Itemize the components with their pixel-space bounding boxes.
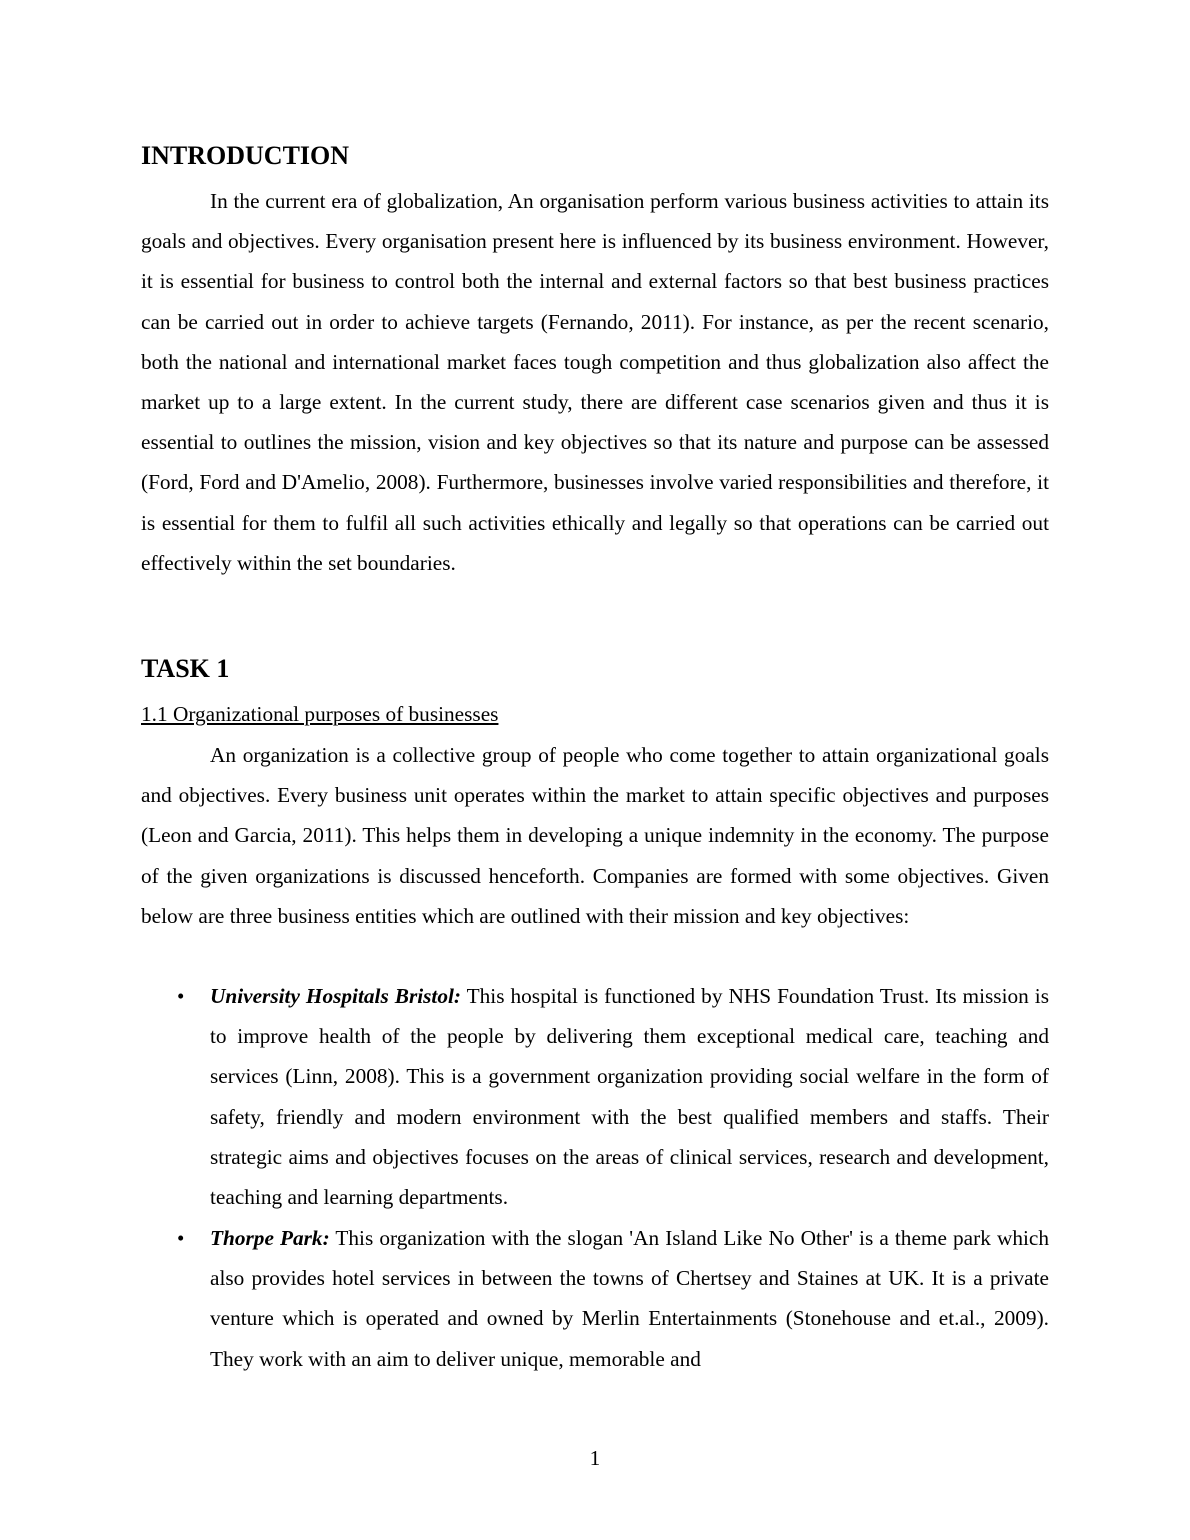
bullet-dot-icon: •	[177, 1226, 185, 1250]
bullet-university-hospitals-bristol	[177, 976, 1049, 1217]
bullet-text: This hospital is functioned by NHS Foundation Trust. Its mission is to improve health of the people by delivering them exceptional medical care, teaching and services (Linn, 2008). This is a government organization providing social welfare in the form of safety, friendly and modern environment with the best qualified members and staffs. Their strategic aims and objectives focuses on the areas of clinical services, research and development, teaching and learning departments.	[210, 984, 1049, 1210]
introduction-heading: INTRODUCTION	[141, 141, 350, 170]
task1-paragraph: An organization is a collective group of people who come together to attain organizational goals and objectives. Every business unit operates within the market to attain specific objectives and purposes (Leon and Garcia, 2011). This helps them in developing a unique indemnity in the economy. The purpose of the given organizations is discussed henceforth. Companies are formed with some objectives. Given below are three business entities which are outlined with their mission and key objectives:	[141, 743, 1049, 928]
bullet-text: This organization with the slogan 'An Island Like No Other' is a theme park which also provides hotel services in between the towns of Chertsey and Staines at UK. It is a private venture which is operated and owned by Merlin Entertainments (Stonehouse and et.al., 2009). They work with an aim to deliver unique, memorable and	[210, 1226, 1049, 1371]
introduction-paragraph: In the current era of globalization, An organisation perform various business activities to attain its goals and objectives. Every organisation present here is influenced by its business environment. However, it is essential for business to control both the internal and external factors so that best business practices can be carried out in order to achieve targets (Fernando, 2011). For instance, as per the recent scenario, both the national and international market faces tough competition and thus globalization also affect the market up to a large extent. In the current study, there are different case scenarios given and thus it is essential to outlines the mission, vision and key objectives so that its nature and purpose can be assessed (Ford, Ford and D'Amelio, 2008). Furthermore, businesses involve varied responsibilities and therefore, it is essential for them to fulfil all such activities ethically and legally so that operations can be carried out effectively within the set boundaries.	[141, 189, 1049, 575]
bullet-term: University Hospitals Bristol:	[210, 984, 462, 1008]
bullet-term: Thorpe Park:	[210, 1226, 330, 1250]
document-page	[141, 0, 1049, 1540]
task1-subheading: 1.1 Organizational purposes of businesses	[141, 702, 499, 726]
bullet-dot-icon: •	[177, 984, 185, 1008]
task1-heading: TASK 1	[141, 654, 230, 683]
bullet-thorpe-park	[177, 1218, 1049, 1379]
page-number: 1	[589, 1446, 601, 1470]
